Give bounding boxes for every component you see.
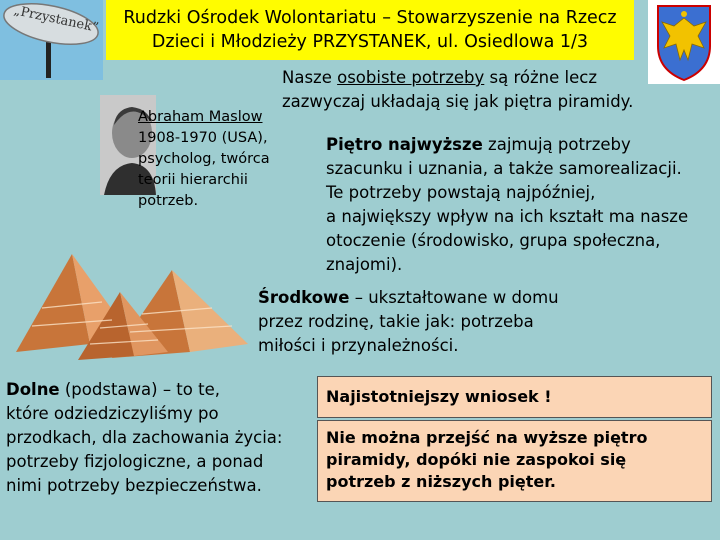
header-banner xyxy=(106,0,634,60)
pyramids-illustration xyxy=(12,248,252,368)
maslow-caption: Abraham Maslow 1908-1970 (USA), psycholog, twórca teorii hierarchii potrzeb. xyxy=(138,107,288,212)
middle-floor-text: Środkowe – ukształtowane w domu przez rodzinę, takie jak: potrzeba miłości i przynależności. xyxy=(258,288,559,355)
bottom-floor-text: Dolne (podstawa) – to te, które odziedziczyliśmy po przodkach, dla zachowania życia: potrzeby fizjologiczne, a ponad nimi potrzeby bezpieczeństwa. xyxy=(6,380,283,495)
header-line-2: Dzieci i Młodzieży PRZYSTANEK, ul. Osiedlowa 1/3 xyxy=(151,32,589,52)
intro-text: Nasze osobiste potrzeby są różne lecz zazwyczaj układają się jak piętra piramidy. xyxy=(282,68,634,111)
maslow-name: Abraham Maslow xyxy=(138,109,263,125)
top-floor-text: Piętro najwyższe zajmują potrzeby szacunku i uznania, a także samorealizacji. Te potrzeby powstają najpóźniej, a największy wpływ na ich kształt ma nasze otoczenie (środowisko, grupa społeczna, znajomi). xyxy=(326,135,689,274)
logo-text: „Przystanek” xyxy=(12,3,100,36)
header-line-1: Rudzki Ośrodek Wolontariatu – Stowarzyszenie na Rzecz xyxy=(123,8,617,28)
conclusion-title: Najistotniejszy wniosek ! xyxy=(326,387,552,406)
conclusion-title-box xyxy=(317,376,712,418)
conclusion-body-box: Nie można przejść na wyższe piętro piramidy, dopóki nie zaspokoi się potrzeb z niższych pięter. xyxy=(317,420,712,502)
przystanek-logo xyxy=(0,0,103,80)
emphasized-phrase: osobiste potrzeby xyxy=(337,68,485,87)
